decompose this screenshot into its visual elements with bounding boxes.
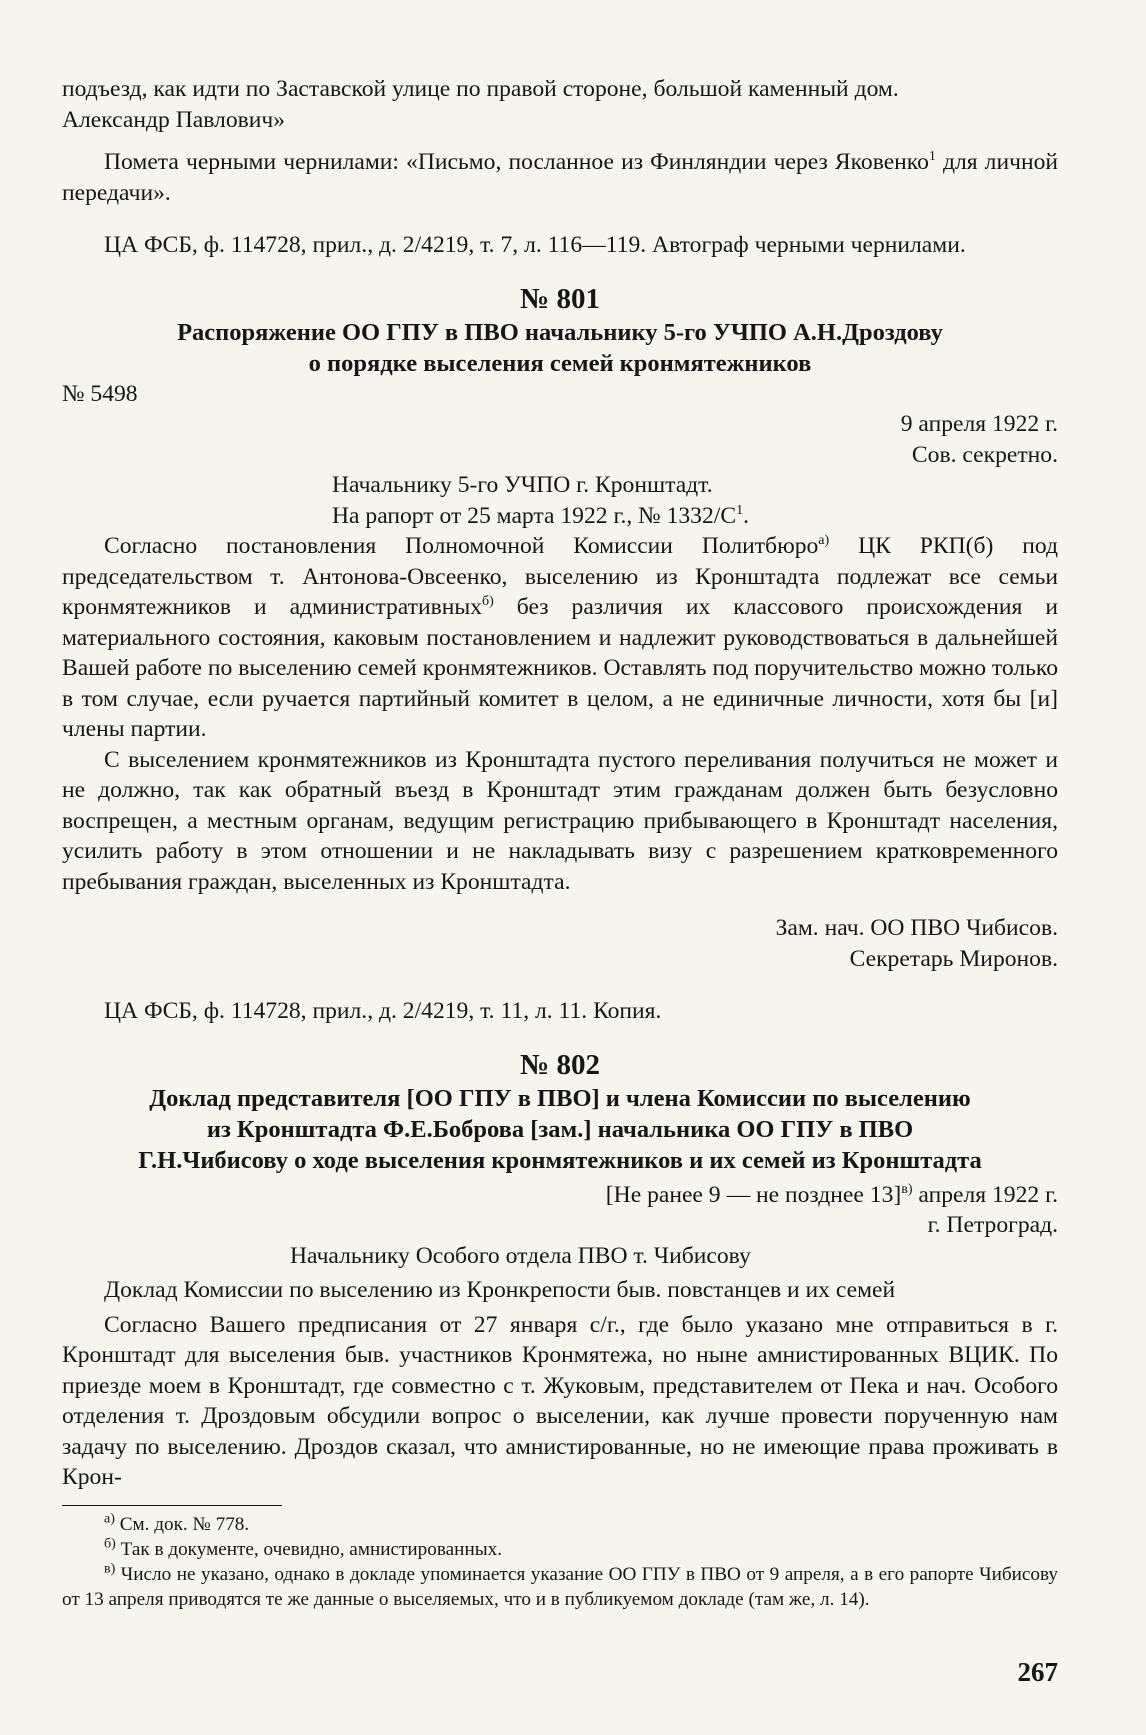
doc802-title-line-3: Г.Н.Чибисову о ходе выселения кронмятежников и их семей из Кронштадта — [138, 1146, 982, 1174]
footnote-divider — [62, 1505, 282, 1506]
doc801-secrecy: Сов. секретно. — [911, 441, 1058, 468]
prev-letter-line-1: подъезд, как идти по Заставской улице по правой стороне, большой каменный дом. — [62, 76, 899, 102]
doc801-date: 9 апреля 1922 г. — [900, 411, 1058, 437]
prev-letter-note: Помета черными чернилами: «Письмо, посланное из Финляндии через Яковенко$^1$ для личной передачи». — [62, 149, 1058, 206]
doc801-archive-ref: ЦА ФСБ, ф. 114728, прил., д. 2/4219, т. 11, л. 11. Копия. — [104, 998, 662, 1024]
doc802-paragraph-1: Согласно Вашего предписания от 27 января с/г., где было указано мне отправиться в г. Кронштадт для выселения быв. участников Кронмятежа, но ныне амнистированных ВЦИК. По приезде моем в Кронштадт, где совместно с т. Жуковым, представителем от Пека и нач. Особого отделения т. Дроздовым обсудили вопрос о выселении, как лучше провести порученную нам задачу по выселению. Дроздов сказал, что амнистированные, но не имеющие права проживать в Крон- — [62, 1311, 1058, 1490]
doc802-title-line-1: Доклад представителя [ОО ГПУ в ПВО] и члена Комиссии по выселению — [149, 1084, 971, 1112]
footnote-b: $^{б)}$ Так в документе, очевидно, амнистированных. — [104, 1536, 503, 1560]
page-number: 267 — [1017, 1657, 1058, 1687]
doc802-place: г. Петроград. — [927, 1212, 1058, 1238]
doc801-number: № 801 — [520, 282, 600, 315]
prev-archive-ref: ЦА ФСБ, ф. 114728, прил., д. 2/4219, т. 7, л. 116—119. Автограф черными чернилами. — [104, 232, 966, 258]
doc802-heading: Доклад Комиссии по выселению из Кронкрепости быв. повстанцев и их семей — [104, 1277, 896, 1303]
doc801-report-ref: На рапорт от 25 марта 1922 г., № $1332/С^1$. — [332, 502, 749, 529]
doc801-addressee: Начальнику 5-го УЧПО г. Кронштадт. — [332, 472, 713, 498]
doc801-title-line-2: о порядке выселения семей кронмятежников — [308, 349, 812, 377]
doc801-title-line-1: Распоряжение ОО ГПУ в ПВО начальнику 5-го УЧПО А.Н.Дроздову — [177, 318, 943, 346]
doc801-signature-1: Зам. нач. ОО ПВО Чибисов. — [775, 915, 1058, 941]
doc801-paragraph-1: Согласно постановления Полномочной Комиссии Политбюро$^{а)}$ ЦК РКП(б) под председательством т. Антонова-Овсеенко, выселению из Кронштадта подлежат все семьи кронмятежников и административных$^{б)}$ без различия их классового происхождения и материального состояния, каковым постановлением и надлежит руководствоваться в дальнейшей Вашей работе по выселению семей кронмятежников. Оставлять под поручительство можно только в том случае, если ручается партийный комитет в целом, а не единичные личности, хотя бы [и] члены партии. — [62, 533, 1058, 742]
doc802-number: № 802 — [520, 1048, 600, 1081]
doc802-addressee: Начальнику Особого отдела ПВО т. Чибисову — [290, 1242, 751, 1269]
prev-letter-signature: Александр Павлович» — [62, 106, 286, 133]
doc801-signature-2: Секретарь Миронов. — [849, 945, 1058, 972]
doc802-title-line-2: из Кронштадта Ф.Е.Боброва [зам.] начальника ОО ГПУ в ПВО — [206, 1115, 914, 1143]
doc801-ref-number: № 5498 — [62, 380, 138, 407]
footnote-a: $^{а)}$ См. док. № 778. — [104, 1511, 250, 1535]
footnote-c: $^{в)}$ Число не указано, однако в докладе упоминается указание ОО ГПУ в ПВО от 9 апреля, а в его рапорте Чибисову от 13 апреля приводятся те же данные о выселяемых, что и в публикуемом докладе (там же, л. 14). — [62, 1561, 1058, 1610]
doc801-paragraph-2: С выселением кронмятежников из Кронштадта пустого переливания получиться не может и не должно, так как обратный въезд в Кронштадт этим гражданам должен быть безусловно воспрещен, а местным органам, ведущим регистрацию прибывающего в Кронштадт населения, усилить работу в этом отношении и не накладывать визу с разрешением кратковременного пребывания граждан, выселенных из Кронштадта. — [62, 746, 1058, 895]
doc802-date: [Не ранее 9 — не позднее 13]$^{в)}$ апреля 1922 г. — [605, 1181, 1058, 1208]
